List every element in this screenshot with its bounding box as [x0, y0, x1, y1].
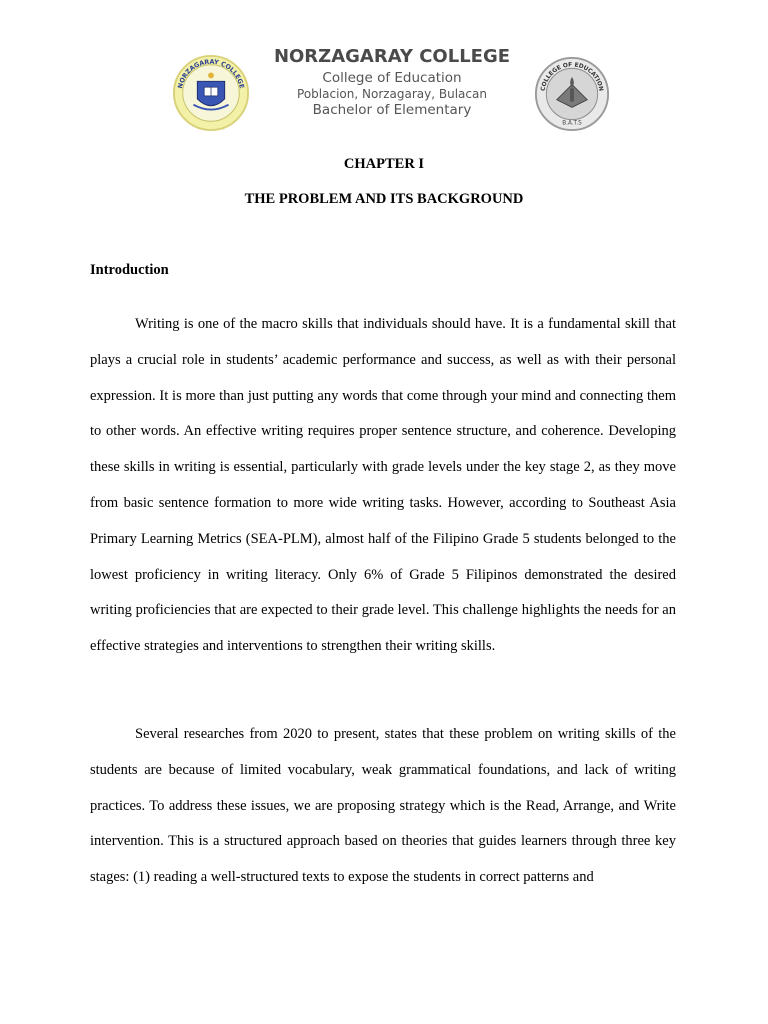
- body-paragraph: Several researches from 2020 to present, states that these problem on writing skills of the students are because of limited vocabulary, weak grammatical foundations, and lack of writing practices. To address these issues, we are proposing strategy which is the Read, Arrange, and Write intervention. This is a structured approach based on theories that guides learners through three key stages: (1) reading a well-structured texts to expose the students in correct patterns and: [90, 726, 676, 886]
- institution-name: NORZAGARAY COLLEGE: [273, 46, 511, 67]
- body-paragraph: Writing is one of the macro skills that individuals should have. It is a fundamental skill that plays a crucial role in students’ academic performance and success, as well as with their personal expression. It is more than just putting any words that come through your mind and connecting them to other words. An effective writing requires proper sentence structure, and coherence. Developing these skills in writing is essential, particularly with grade levels under the key stage 2, as they move from basic sentence formation to more wide writing tasks. However, according to Southeast Asia Primary Learning Metrics (SEA-PLM), almost half of the Filipino Grade 5 students belonged to the lowest proficiency in writing literacy. Only 6% of Grade 5 Filipinos demonstrated the desired writing proficiencies that are expected to their grade level. This challenge highlights the needs for an effective strategies and interventions to strengthen their writing skills.: [90, 316, 676, 655]
- education-seal-logo: [533, 56, 611, 132]
- letterhead-text: [250, 44, 534, 119]
- chapter-number: CHAPTER I: [343, 156, 425, 172]
- program-name: Bachelor of Elementary: [312, 102, 472, 118]
- section-heading: Introduction: [90, 262, 169, 278]
- right-logo-text: COLLEGE OF EDUCATION: [540, 62, 604, 92]
- chapter-title: THE PROBLEM AND ITS BACKGROUND: [244, 191, 524, 207]
- college-address: Poblacion, Norzagaray, Bulacan: [297, 87, 487, 101]
- right-logo-abbrev: B.A.T.S: [562, 120, 582, 127]
- left-logo-text: NORZAGARAY COLLEGE: [177, 58, 245, 90]
- college-seal-logo: [172, 54, 250, 132]
- college-name: College of Education: [322, 70, 462, 86]
- letterhead: [0, 44, 768, 144]
